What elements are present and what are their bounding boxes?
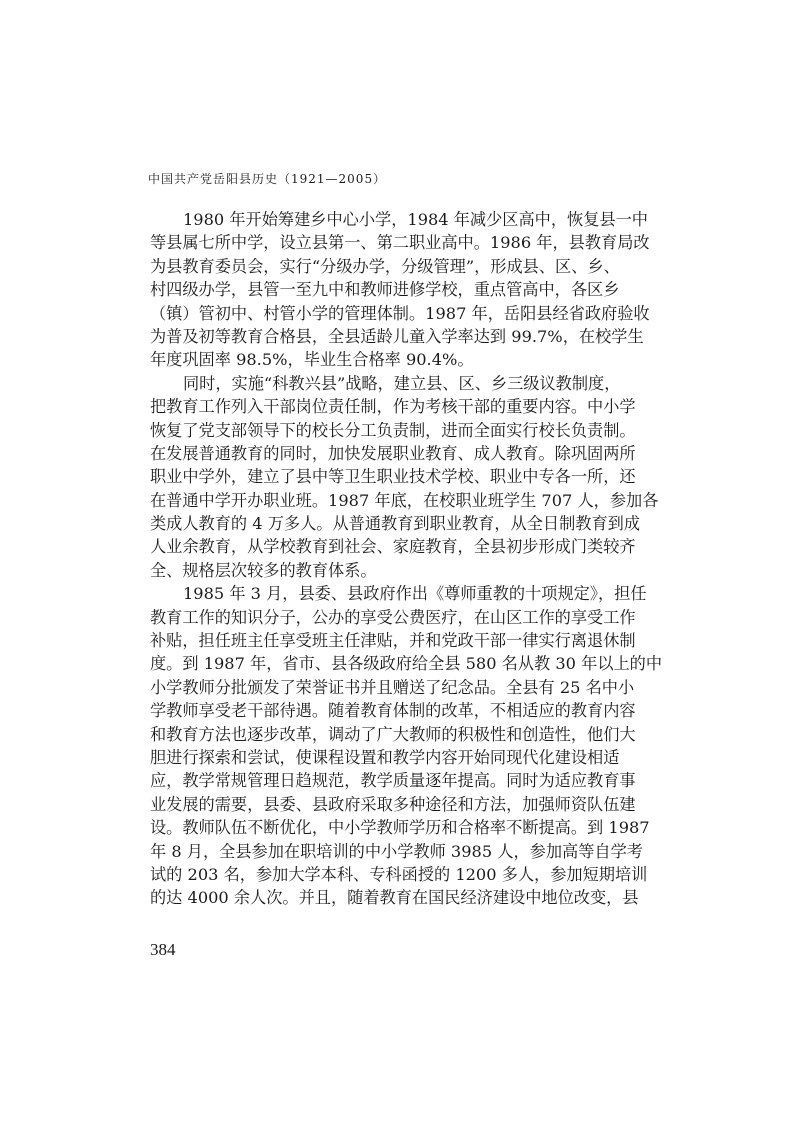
text-line: 的达 4000 余人次。并且，随着教育在国民经济建设中地位改变，县 [150,888,639,908]
text-line: （镇）管初中、村管小学的管理体制。1987 年，岳阳县经省政府验收 [150,303,650,323]
text-line: 全、规格层次较多的教育体系。 [150,560,377,580]
body-text [150,208,663,910]
text-line: 教育工作的知识分子，公办的享受公费医疗，在山区工作的享受工作 [150,607,636,627]
running-header: 中国共产党岳阳县历史（1921—2005） [148,172,387,186]
page-number: 384 [150,940,176,959]
text-line: 类成人教育的 4 万多人。从普通教育到职业教育，从全日制教育到成 [150,514,641,534]
text-line: 补贴，担任班主任享受班主任津贴，并和党政干部一律实行离退休制 [150,631,636,651]
text-line: 恢复了党支部领导下的校长分工负责制，进而全面实行校长负责制。 [150,420,636,440]
text-line: 为县教育委员会，实行“分级办学，分级管理”，形成县、区、乡、 [150,256,620,276]
text-line: 为普及初等教育合格县，全县适龄儿童入学率达到 99.7%，在校学生 [150,326,644,346]
text-line: 学教师享受老干部待遇。随着教育体制的改革，不相适应的教育内容 [150,701,636,721]
text-line: 应，教学常规管理日趋规范，教学质量逐年提高。同时为适应教育事 [150,771,636,791]
text-line: 年度巩固率 98.5%，毕业生合格率 90.4%。 [150,350,474,370]
text-line: 同时，实施“科教兴县”战略，建立县、区、乡三级议教制度， [183,373,621,393]
text-line: 业发展的需要，县委、县政府采取多种途径和方法，加强师资队伍建 [150,794,636,814]
text-line: 和教育方法也逐步改革，调动了广大教师的积极性和创造性，他们大 [150,724,636,744]
text-line: 试的 203 名，参加大学本科、专科函授的 1200 多人，参加短期培训 [150,864,648,884]
text-line: 村四级办学，县管一至九中和教师进修学校，重点管高中，各区乡 [150,280,620,300]
text-line: 小学教师分批颁发了荣誉证书并且赠送了纪念品。全县有 25 名中小 [150,677,635,697]
text-line: 等县属七所中学，设立县第一、第二职业高中。1986 年，县教育局改 [150,233,650,253]
text-line: 1985 年 3 月，县委、县政府作出《尊师重教的十项规定》，担任 [183,584,647,604]
text-line: 度。到 1987 年，省市、县各级政府给全县 580 名从教 30 年以上的中 [150,654,663,674]
paragraph-2 [150,372,659,583]
text-line: 职业中学外，建立了县中等卫生职业技术学校、职业中专各一所，还 [150,467,636,487]
text-line: 设。教师队伍不断优化，中小学教师学历和合格率不断提高。到 1987 [150,818,650,838]
text-line: 在普通中学开办职业班。1987 年底，在校职业班学生 707 人，参加各 [150,490,659,510]
text-line: 人业余教育，从学校教育到社会、家庭教育，全县初步形成门类较齐 [150,537,636,557]
text-line: 在发展普通教育的同时，加快发展职业教育、成人教育。除巩固两所 [150,443,636,463]
paragraph-1 [150,208,650,372]
text-line: 胆进行探索和尝试，使课程设置和教学内容开始同现代化建设相适 [150,747,620,767]
text-line: 把教育工作列入干部岗位责任制，作为考核干部的重要内容。中小学 [150,397,636,417]
text-line: 年 8 月，全县参加在职培训的中小学教师 3985 人，参加高等自学考 [150,841,643,861]
paragraph-3 [150,582,663,909]
text-line: 1980 年开始筹建乡中心小学，1984 年减少区高中，恢复县一中 [183,210,648,229]
